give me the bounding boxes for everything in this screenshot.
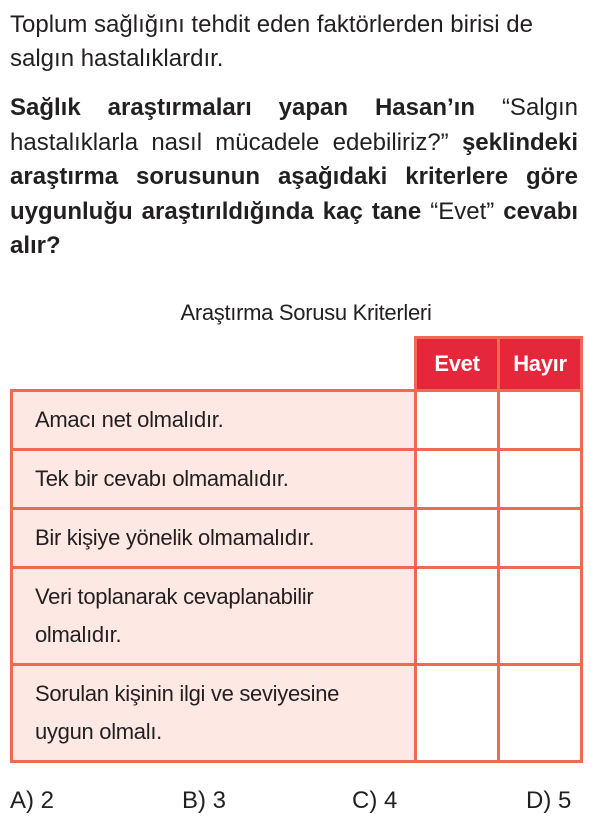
option-b[interactable]: B) 3 [182,787,227,814]
hayir-cell[interactable] [499,450,582,509]
criterion-label: Veri toplanarak cevaplanabilir olmalıdır. [12,568,416,665]
table-row [12,568,582,665]
header-evet: Evet [416,338,499,391]
option-c[interactable]: C) 4 [352,787,398,814]
table-corner [12,338,416,391]
option-d[interactable]: D) 5 [526,787,572,814]
option-a[interactable]: A) 2 [10,787,55,814]
hayir-cell[interactable] [499,391,582,450]
table-title: Araştırma Sorusu Kriterleri [180,300,432,325]
question-part-4: “Evet” [430,197,495,225]
evet-cell[interactable] [416,450,499,509]
criterion-label: Bir kişiye yönelik olmamalıdır. [12,509,416,568]
table-row [12,391,582,450]
evet-cell[interactable] [416,665,499,762]
evet-cell[interactable] [416,509,499,568]
answer-options [10,787,580,817]
question-text [10,91,578,264]
hayir-cell[interactable] [499,509,582,568]
table-row [12,665,582,762]
evet-cell[interactable] [416,568,499,665]
question-part-1: Sağlık araştırmaları yapan Hasan’ın [10,94,475,121]
table-row [12,509,582,568]
header-hayir: Hayır [499,338,582,391]
intro-text: Toplum sağlığını tehdit eden faktörlerden birisi de salgın hastalıklardır. [10,11,533,72]
evet-cell[interactable] [416,391,499,450]
question-part-3: şeklindeki araştırma sorusunun aşağıdaki kriterlere göre uygunluğu araştırıldığında kaç tane [10,128,578,225]
criterion-label: Tek bir cevabı olmamalıdır. [12,450,416,509]
criterion-label: Sorulan kişinin ilgi ve seviyesine uygun olmalı. [12,665,416,762]
hayir-cell[interactable] [499,568,582,665]
table-row [12,450,582,509]
question-part-5: cevabı alır? [10,197,579,259]
question-part-2: “Salgın hastalıklarla nasıl mücadele edebiliriz?” [10,94,578,156]
hayir-cell[interactable] [499,665,582,762]
criterion-label: Amacı net olmalıdır. [12,391,416,450]
table-header-row [12,338,582,391]
criteria-table [10,336,583,763]
